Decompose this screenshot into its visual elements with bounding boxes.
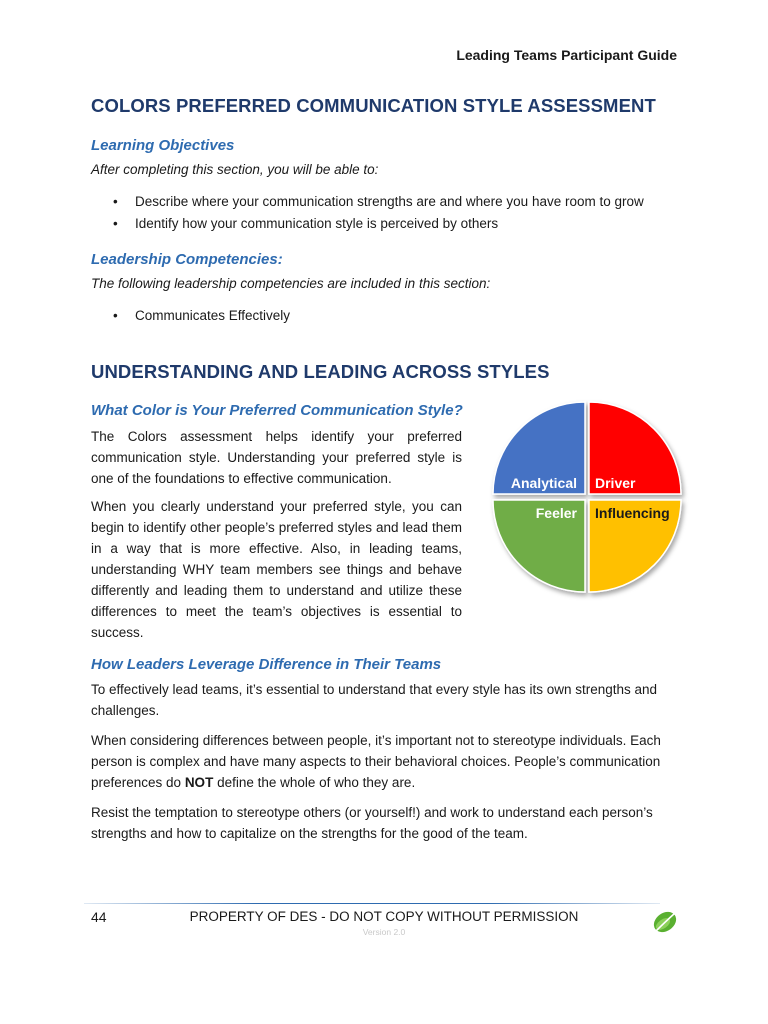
influencing-label: Influencing [595,505,670,521]
list-item [115,194,644,209]
driver-label: Driver [595,475,636,491]
paragraph [91,496,462,643]
page-number: 44 [91,909,107,925]
section-title-colors-assessment: COLORS PREFERRED COMMUNICATION STYLE ASSESSMENT [91,95,656,116]
leverage-difference-heading: How Leaders Leverage Difference in Their Teams [91,656,442,673]
feeler-label: Feeler [535,505,577,521]
objectives-intro: After completing this section, you will be able to: [91,162,379,177]
paragraph-text: When you clearly understand your preferred style, you can begin to identify other people’s preferred styles and lead them in a way that is more effective. Also, in leading teams, understanding WHY team members see things and behave differently and leading them to understand and utilize these differences to meet the team’s objectives is essential to success. [91,499,462,640]
paragraph [91,426,462,489]
paragraph [91,730,679,793]
leaf-logo-icon [650,906,680,936]
paragraph-text: The Colors assessment helps identify your preferred communication style. Understanding your preferred style is one of the foundations to effective communication. [91,429,462,486]
paragraph-text: Resist the temptation to stereotype others (or yourself!) and work to understand each person’s strengths and how to capitalize on the strengths for the good of the team. [91,805,653,841]
paragraph-text: To effectively lead teams, it’s essential to understand that every style has its own strengths and challenges. [91,682,658,718]
paragraph [91,802,679,844]
copyright-notice: PROPERTY OF DES - DO NOT COPY WITHOUT PERMISSION [189,909,579,924]
text-run: When considering differences between people, it’s important not to stereotype individuals. Each person is complex and have many aspects to their behavioral choices. People’s communication preferences do [91,733,661,790]
competencies-intro: The following leadership competencies are included in this section: [91,276,491,291]
guide-title: Leading Teams Participant Guide [456,47,677,63]
footer-divider [84,903,660,904]
paragraph-text [91,730,679,793]
communication-styles-chart [484,394,690,602]
section-title-leading-across-styles: UNDERSTANDING AND LEADING ACROSS STYLES [91,361,550,382]
learning-objectives-heading: Learning Objectives [91,137,235,154]
leadership-competencies-heading: Leadership Competencies: [91,251,283,268]
analytical-label: Analytical [510,475,577,491]
paragraph [91,679,679,721]
list-item [115,308,290,323]
text-run: define the whole of who they are. [213,775,416,790]
competency-text: Communicates Effectively [135,308,291,323]
emphasis-not: NOT [184,775,214,790]
preferred-style-heading: What Color is Your Preferred Communication Style? [91,402,463,419]
list-item [115,216,498,231]
objective-text: Identify how your communication style is perceived by others [135,216,499,231]
version-label: Version 2.0 [362,927,406,937]
objective-text: Describe where your communication strengths are and where you have room to grow [135,194,644,209]
